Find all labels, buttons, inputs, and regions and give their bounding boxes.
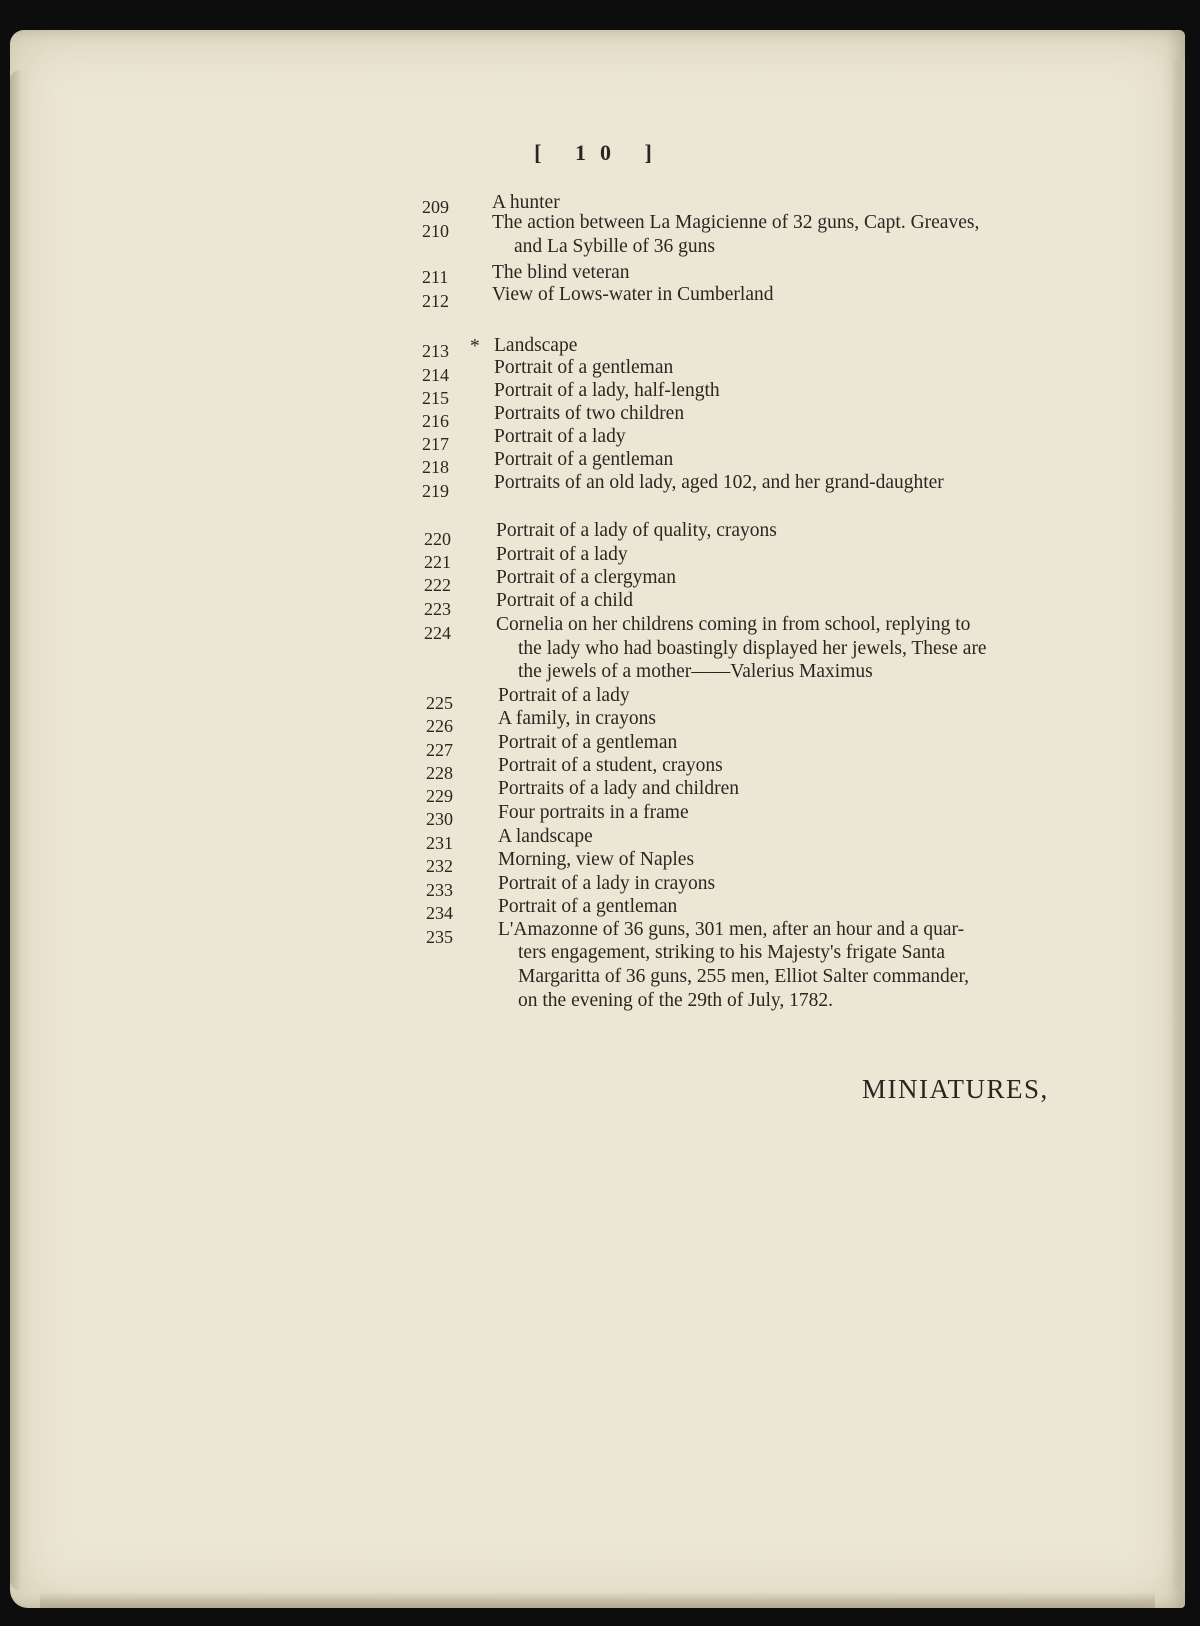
entry-number: 229 (426, 786, 453, 806)
entry-number: 225 (426, 693, 453, 713)
entry-number: 213 (422, 341, 449, 361)
entry-number: 234 (426, 903, 453, 923)
entry-title-continuation: on the evening of the 29th of July, 1782. (518, 990, 834, 1011)
entry-number: 228 (426, 763, 453, 783)
entry-number: 210 (422, 221, 449, 241)
entry-title: Four portraits in a frame (498, 802, 689, 823)
page-edge-bottom (40, 1592, 1155, 1608)
entry-title: Portrait of a lady in crayons (498, 873, 716, 894)
entry-number: 235 (426, 927, 453, 947)
page-number: [ 10 ] (534, 140, 666, 165)
entry-number: 221 (424, 552, 451, 572)
entry-title: Portraits of an old lady, aged 102, and her grand-daughter (494, 472, 944, 493)
entry-title: View of Lows-water in Cumberland (492, 284, 774, 305)
entry-title: Portrait of a lady of quality, crayons (496, 520, 777, 541)
entry-title: L'Amazonne of 36 guns, 301 men, after an hour and a quar- (498, 919, 965, 940)
entry-number: 217 (422, 434, 449, 454)
entry-number: 223 (424, 599, 451, 619)
entry-title: Portrait of a gentleman (494, 449, 674, 470)
entry-number: 226 (426, 716, 453, 736)
entry-number: 214 (422, 365, 449, 385)
entry-number: 216 (422, 411, 449, 431)
entry-title: Portrait of a gentleman (498, 732, 678, 753)
entry-number: 209 (422, 197, 449, 217)
entry-title: Portraits of a lady and children (498, 778, 739, 799)
entry-number: 218 (422, 457, 449, 477)
entry-title: Morning, view of Naples (498, 849, 695, 870)
entry-title: A landscape (498, 826, 593, 847)
entry-number: 222 (424, 575, 451, 595)
entry-number: 233 (426, 880, 453, 900)
entry-number: 232 (426, 856, 453, 876)
entry-title: A hunter (492, 192, 560, 213)
entry-title: The action between La Magicienne of 32 guns, Capt. Greaves, (492, 212, 980, 233)
entry-number: 224 (424, 623, 451, 643)
entry-marker: * (470, 336, 480, 357)
entry-title: Portrait of a child (496, 590, 634, 611)
catchword: MINIATURES, (862, 1074, 1049, 1104)
entry-title: Portrait of a lady (494, 426, 626, 447)
entry-title: Portrait of a lady (496, 544, 628, 565)
entry-title-continuation: ters engagement, striking to his Majesty's frigate Santa (518, 942, 946, 963)
entry-title: A family, in crayons (498, 708, 656, 729)
entry-number: 215 (422, 388, 449, 408)
entry-title: Portrait of a gentleman (494, 357, 674, 378)
entry-title: Portraits of two children (494, 403, 685, 424)
entry-title: Cornelia on her childrens coming in from school, replying to (496, 614, 971, 635)
entry-title: Portrait of a gentleman (498, 896, 678, 917)
entry-title: Portrait of a clergyman (496, 567, 676, 588)
entry-number: 231 (426, 833, 453, 853)
entry-title-continuation: Margaritta of 36 guns, 255 men, Elliot Salter commander, (518, 966, 970, 987)
entry-title: Portrait of a lady (498, 685, 630, 706)
entry-number: 227 (426, 740, 453, 760)
entry-title-continuation: the jewels of a mother——Valerius Maximus (518, 661, 873, 682)
entry-number: 211 (422, 267, 449, 287)
page-edge-left (10, 70, 30, 1590)
entry-title-continuation: and La Sybille of 36 guns (514, 236, 715, 257)
page-edge-right (1171, 60, 1185, 1590)
entry-title-continuation: the lady who had boastingly displayed her jewels, These are (518, 638, 987, 659)
entry-title: Landscape (494, 335, 578, 356)
entry-number: 219 (422, 481, 449, 501)
entry-number: 220 (424, 529, 451, 549)
entry-title: The blind veteran (492, 262, 630, 283)
entry-title: Portrait of a student, crayons (498, 755, 723, 776)
entry-number: 230 (426, 809, 453, 829)
entry-number: 212 (422, 291, 449, 311)
entry-title: Portrait of a lady, half-length (494, 380, 720, 401)
